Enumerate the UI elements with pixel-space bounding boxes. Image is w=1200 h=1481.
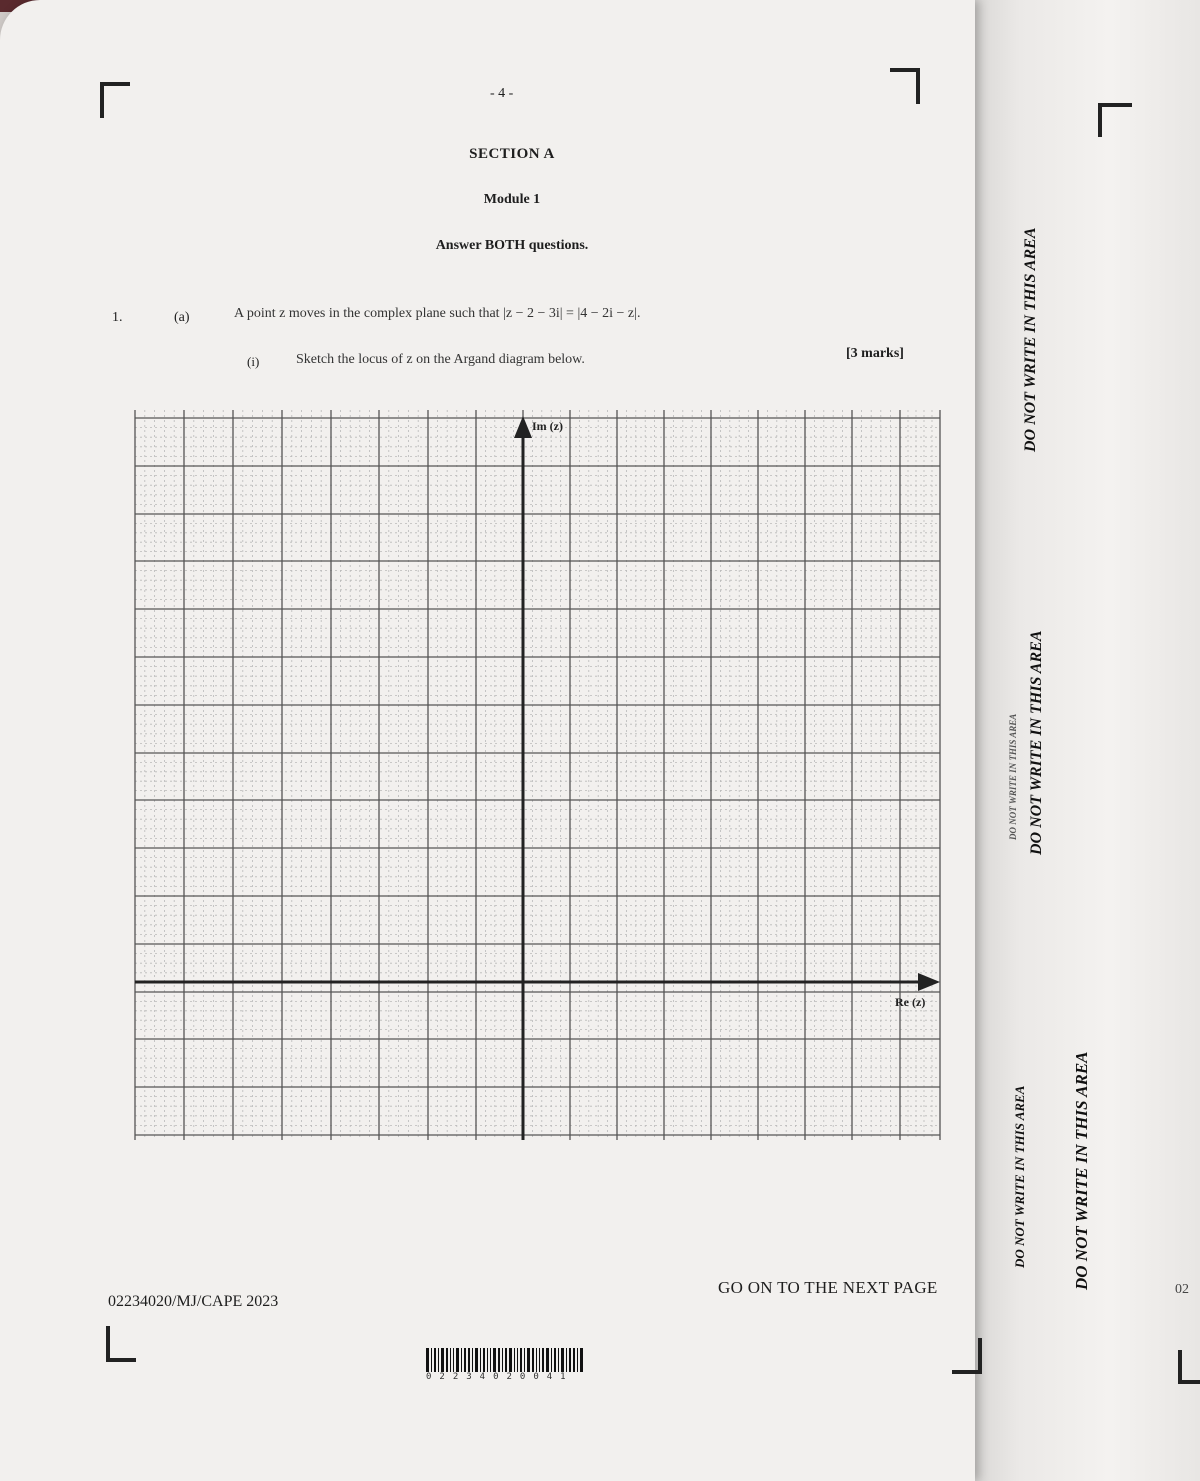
barcode-bar [456,1348,459,1372]
marks-allocation: [3 marks] [846,346,904,361]
barcode-bar [520,1348,522,1372]
paper-code: 02234020/MJ/CAPE 2023 [108,1293,279,1310]
adjacent-page-edge-text: 02 [1175,1282,1189,1297]
barcode-bar [569,1348,571,1372]
section-heading: SECTION A [469,146,555,162]
barcode-bar [517,1348,518,1372]
barcode-bar [502,1348,503,1372]
side-warning-faint: DO NOT WRITE IN THIS AREA [1008,713,1018,840]
side-warning-1: DO NOT WRITE IN THIS AREA [1022,227,1039,452]
subquestion-text: Sketch the locus of z on the Argand diagram below. [296,352,585,367]
barcode-bar [450,1348,451,1372]
side-warning-2: DO NOT WRITE IN THIS AREA [1028,630,1045,855]
go-to-next-page: GO ON TO THE NEXT PAGE [718,1278,938,1297]
barcode-bar [539,1348,540,1372]
imaginary-axis-label: Im (z) [532,419,563,433]
barcode-bar [475,1348,478,1372]
barcode-bar [558,1348,559,1372]
barcode-bar [426,1348,429,1372]
barcode-bar [480,1348,481,1372]
real-axis-label: Re (z) [895,995,926,1009]
barcode-bar [554,1348,556,1372]
barcode-bar [490,1348,491,1372]
barcode-bar [577,1348,578,1372]
barcode-bar [468,1348,470,1372]
instruction-heading: Answer BOTH questions. [435,238,589,253]
barcode-bar [542,1348,544,1372]
question-number: 1. [112,310,123,325]
side-warning-3: DO NOT WRITE IN THIS AREA [1012,1085,1027,1268]
side-warning-4: DO NOT WRITE IN THIS AREA [1072,1051,1091,1290]
barcode-bar [431,1348,432,1372]
barcode [426,1348,646,1372]
barcode-bar [498,1348,500,1372]
barcode-bar [483,1348,485,1372]
barcode-bar [532,1348,534,1372]
barcode-bar [580,1348,583,1372]
barcode-bar [514,1348,515,1372]
barcode-bar [566,1348,567,1372]
barcode-bar [441,1348,444,1372]
barcode-bar [573,1348,575,1372]
barcode-bar [453,1348,454,1372]
question-part: (a) [174,310,190,325]
imaginary-axis-arrow [514,416,532,438]
barcode-bar [493,1348,496,1372]
barcode-bar [461,1348,462,1372]
side-crop-mark-top [1098,103,1132,137]
barcode-bar [505,1348,507,1372]
barcode-bar [551,1348,552,1372]
page-number: - 4 - [490,86,514,101]
barcode-bar [546,1348,549,1372]
barcode-digits: 02234020041 [426,1372,574,1382]
barcode-bar [446,1348,448,1372]
barcode-bar [487,1348,488,1372]
question-text: A point z moves in the complex plane such that |z − 2 − 3i| = |4 − 2i − z|. [234,306,641,321]
barcode-bar [524,1348,525,1372]
barcode-bar [472,1348,473,1372]
barcode-bar [434,1348,436,1372]
barcode-bar [527,1348,530,1372]
barcode-bar [464,1348,466,1372]
real-axis-arrow [918,973,940,991]
barcode-bar [509,1348,512,1372]
grid [135,410,940,1140]
barcode-bar [438,1348,439,1372]
side-crop-mark-bottom [1178,1350,1200,1384]
subquestion-number: (i) [247,354,260,369]
barcode-bar [561,1348,564,1372]
barcode-bar [536,1348,537,1372]
module-heading: Module 1 [483,192,541,207]
